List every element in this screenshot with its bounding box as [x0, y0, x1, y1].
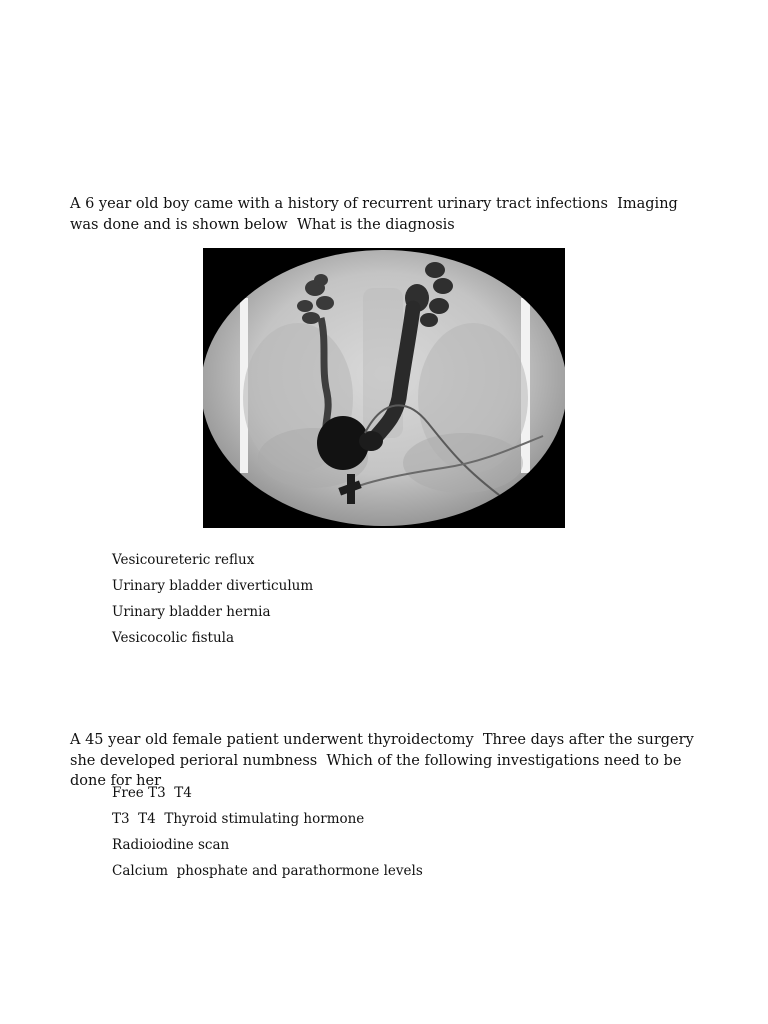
option-calcium-phosphate-pth[interactable]: Calcium phosphate and parathormone levels [112, 863, 423, 879]
question-2-text: A 45 year old female patient underwent thyroidectomy Three days after the surgery she developed perioral numbness Which of the following investigations need to be done for her [70, 732, 703, 789]
option-free-t3-t4[interactable]: Free T3 T4 [112, 785, 192, 801]
option-radioiodine-scan[interactable]: Radioiodine scan [112, 837, 230, 853]
option-vesicoureteric-reflux[interactable]: Vesicoureteric reflux [112, 552, 255, 568]
option-t3-t4-tsh[interactable]: T3 T4 Thyroid stimulating hormone [112, 811, 365, 827]
option-urinary-bladder-hernia[interactable]: Urinary bladder hernia [112, 604, 271, 620]
question-1-text: A 6 year old boy came with a history of recurrent urinary tract infections Imaging was done and is shown below What is the diagnosis [70, 196, 683, 233]
question-2-options [112, 780, 423, 884]
question-1-options [112, 547, 313, 651]
micturating-cystourethrogram-image [203, 248, 565, 528]
option-vesicocolic-fistula[interactable]: Vesicocolic fistula [112, 630, 235, 646]
option-urinary-bladder-diverticulum[interactable]: Urinary bladder diverticulum [112, 578, 314, 594]
